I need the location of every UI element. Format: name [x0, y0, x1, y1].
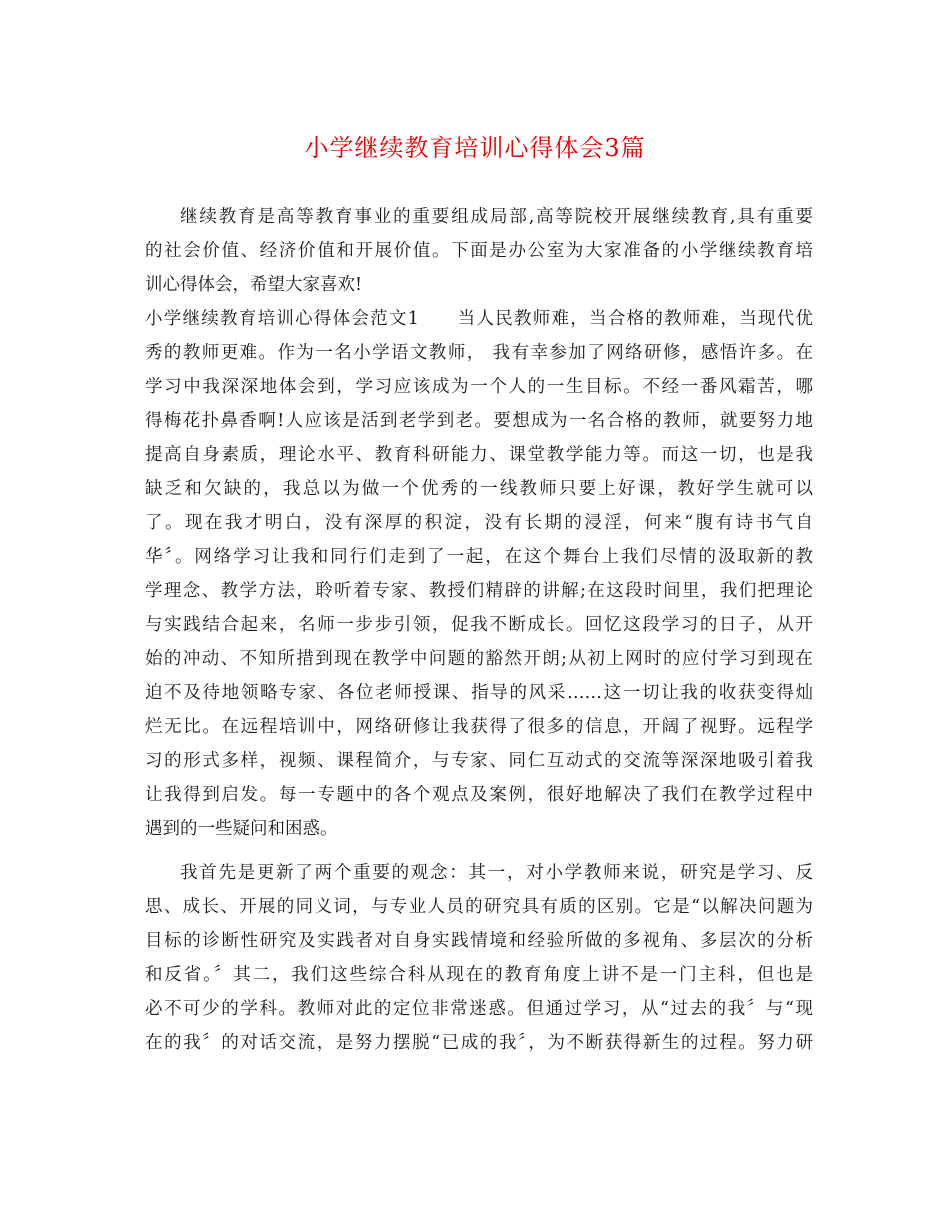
text-line: 得梅花扑鼻香啊!人应该是活到老学到老。要想成为一名合格的教师，就要努力地 — [145, 411, 813, 431]
document-body — [145, 200, 813, 1060]
paragraph-gap — [145, 846, 813, 856]
text-line: 思、成长、开展的同义词，与专业人员的研究具有质的区别。它是“以解决问题为 — [145, 897, 813, 917]
text-line: 和反省。〞其二，我们这些综合科从现在的教育角度上讲不是一门主科，但也是 — [145, 965, 813, 985]
text-line: 在的我〞的对话交流，是努力摆脱“已成的我〞，为不断获得新生的过程。努力研 — [145, 1033, 813, 1053]
document-title: 小学继续教育培训心得体会3篇 — [304, 134, 646, 162]
text-line: 的社会价值、经济价值和开展价值。下面是办公室为大家准备的小学继续教育培 — [145, 241, 813, 261]
text-line: 遇到的一些疑问和困惑。 — [145, 819, 338, 839]
text-line: 迫不及待地领略专家、各位老师授课、指导的风采……这一切让我的收获变得灿 — [145, 683, 813, 703]
text-line: 我首先是更新了两个重要的观念：其一，对小学教师来说，研究是学习、反 — [180, 863, 813, 883]
text-line: 始的冲动、不知所措到现在教学中问题的豁然开朗;从初上网时的应付学习到现在 — [145, 649, 813, 669]
text-line: 让我得到启发。每一专题中的各个观点及案例，很好地解决了我们在教学过程中 — [145, 785, 813, 805]
text-line: 缺乏和欠缺的，我总以为做一个优秀的一线教师只要上好课，教好学生就可以 — [145, 479, 813, 499]
text-line: 训心得体会，希望大家喜欢! — [145, 275, 363, 295]
text-line: 秀的教师更难。作为一名小学语文教师， 我有幸参加了网络研修，感悟许多。在 — [145, 343, 813, 363]
text-line: 必不可少的学科。教师对此的定位非常迷惑。但通过学习，从“过去的我〞与“现 — [145, 999, 813, 1019]
text-line: 与实践结合起来，名师一步步引领，促我不断成长。回忆这段学习的日子，从开 — [145, 615, 813, 635]
text-line: 烂无比。在远程培训中，网络研修让我获得了很多的信息，开阔了视野。远程学 — [145, 717, 813, 737]
text-line: 华〞。网络学习让我和同行们走到了一起，在这个舞台上我们尽情的汲取新的教 — [145, 547, 813, 567]
text-line: 习的形式多样，视频、课程简介，与专家、同仁互动式的交流等深深地吸引着我 — [145, 751, 813, 771]
text-line: 目标的诊断性研究及实践者对自身实践情境和经验所做的多视角、多层次的分析 — [145, 931, 813, 951]
text-line: 继续教育是高等教育事业的重要组成局部,高等院校开展继续教育,具有重要 — [180, 207, 813, 227]
text-line: 提高自身素质，理论水平、教育科研能力、课堂教学能力等。而这一切，也是我 — [145, 445, 813, 465]
paragraph-essay-2 — [145, 856, 813, 1060]
text-line: 了。现在我才明白，没有深厚的积淀，没有长期的浸淫，何来“腹有诗书气自 — [145, 513, 813, 533]
text-line: 学理念、教学方法，聆听着专家、教授们精辟的讲解;在这段时间里，我们把理论 — [145, 581, 813, 601]
paragraph-essay-1 — [145, 302, 813, 846]
paragraph-intro — [145, 200, 813, 302]
text-line: 小学继续教育培训心得体会范文1 当人民教师难，当合格的教师难，当现代优 — [145, 309, 813, 329]
text-line: 学习中我深深地体会到，学习应该成为一个人的一生目标。不经一番风霜苦，哪 — [145, 377, 813, 397]
